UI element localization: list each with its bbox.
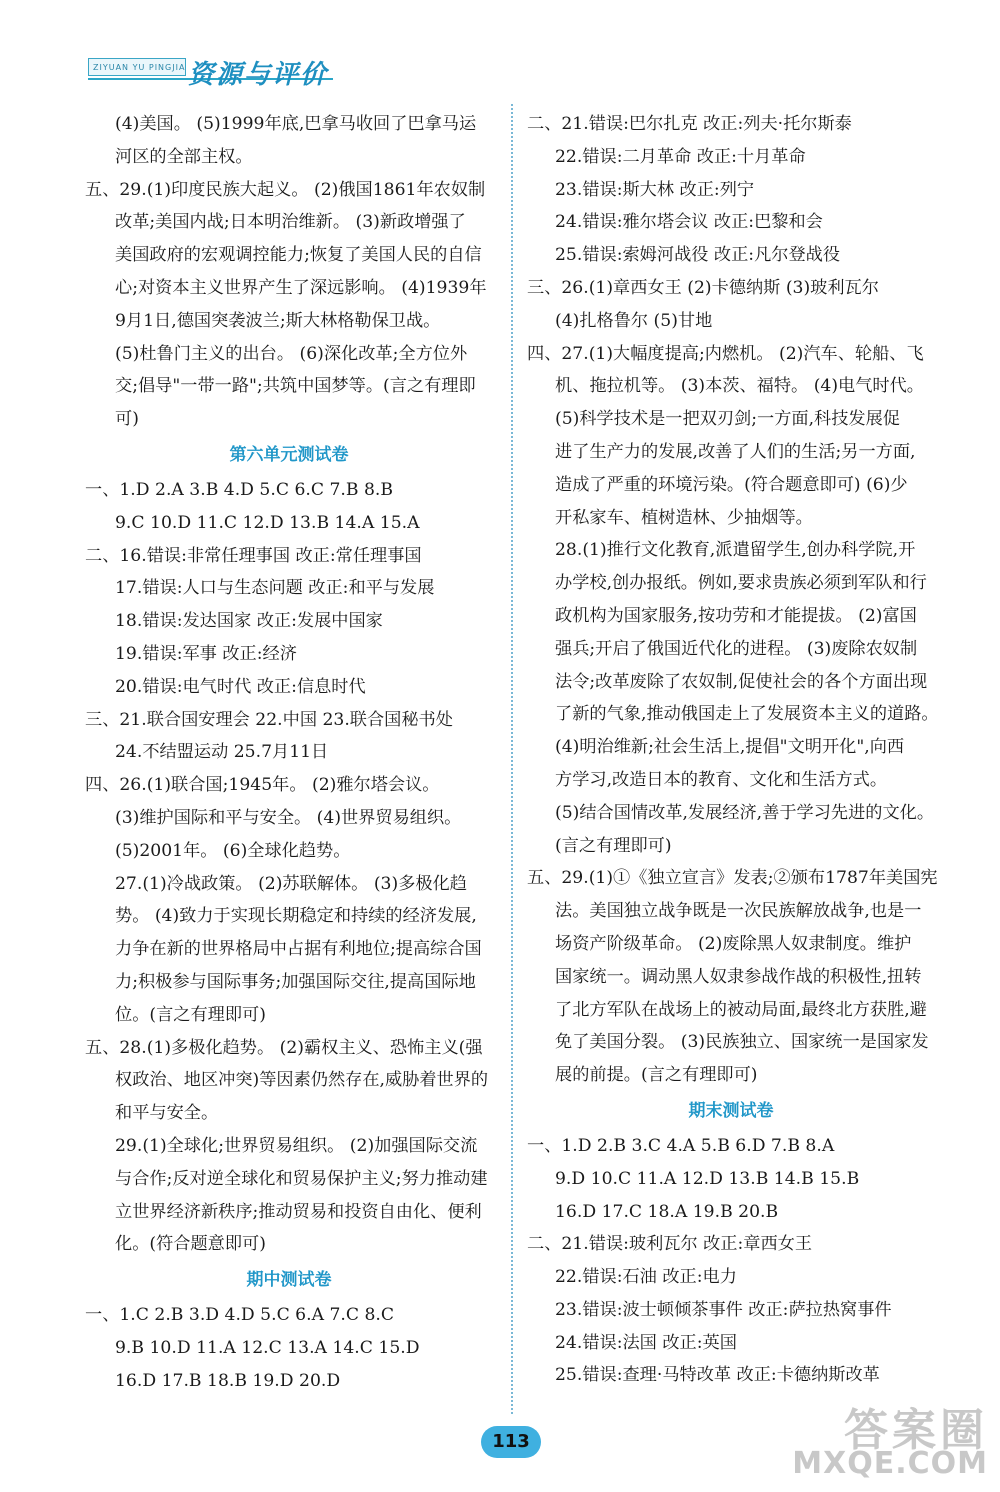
answer-line: 五、29.(1)①《独立宣言》发表;②颁布1787年美国宪 <box>527 868 938 889</box>
answer-line: 化。(符合题意即可) <box>115 1234 266 1255</box>
answer-line: 方学习,改造日本的教育、文化和生活方式。 <box>555 769 888 790</box>
answer-line: 权政治、地区冲突)等因素仍然存在,威胁着世界的 <box>115 1070 489 1091</box>
answer-line: 位。(言之有理即可) <box>115 1004 266 1025</box>
answer-line: 和平与安全。 <box>115 1103 219 1124</box>
answer-line: 进了生产力的发展,改善了人们的生活;另一方面, <box>555 441 916 462</box>
section-heading: 第六单元测试卷 <box>229 444 349 465</box>
answer-line: 办学校,创办报纸。例如,要求贵族必须到军队和行 <box>555 573 927 594</box>
answer-line: 16.D 17.C 18.A 19.B 20.B <box>555 1201 779 1222</box>
answer-line: (4)扎格鲁尔 (5)甘地 <box>555 310 713 331</box>
answer-line: (4)美国。 (5)1999年底,巴拿马收回了巴拿马运 <box>115 114 477 134</box>
answer-line: 二、21.错误:巴尔扎克 改正:列夫·托尔斯泰 <box>527 114 852 134</box>
watermark-logo: 答案圈 <box>844 1405 988 1456</box>
answer-line: 河区的全部主权。 <box>115 146 253 167</box>
answer-line: 27.(1)冷战政策。 (2)苏联解体。 (3)多极化趋 <box>115 873 467 894</box>
answer-line: 三、21.联合国安理会 22.中国 23.联合国秘书处 <box>85 709 453 730</box>
answer-line: 9.B 10.D 11.A 12.C 13.A 14.C 15.D <box>115 1337 420 1358</box>
answer-line: 二、16.错误:非常任理事国 改正:常任理事国 <box>85 545 422 566</box>
answer-line: 五、29.(1)印度民族大起义。 (2)俄国1861年农奴制 <box>85 179 486 200</box>
answer-line: 9月1日,德国突袭波兰;斯大林格勒保卫战。 <box>115 310 441 331</box>
answer-line: 五、28.(1)多极化趋势。 (2)霸权主义、恐怖主义(强 <box>85 1037 483 1058</box>
answer-line: (3)维护国际和平与安全。 (4)世界贸易组织。 <box>115 807 462 828</box>
answer-line: 9.D 10.C 11.A 12.D 13.B 14.B 15.B <box>555 1168 860 1189</box>
answer-line: 二、21.错误:玻利瓦尔 改正:章西女王 <box>527 1234 813 1255</box>
answer-line: 20.错误:电气时代 改正:信息时代 <box>115 676 366 697</box>
answer-line: 24.错误:法国 改正:英国 <box>555 1332 737 1353</box>
answer-line: (5)结合国情改革,发展经济,善于学习先进的文化。 <box>555 802 935 823</box>
answer-line: 25.错误:查理·马特改革 改正:卡德纳斯改革 <box>555 1365 880 1386</box>
answer-line: 法令;改革废除了农奴制,促使社会的各个方面出现 <box>555 671 928 692</box>
answer-line: 势。 (4)致力于实现长期稳定和持续的经济发展, <box>115 906 477 927</box>
answer-line: 17.错误:人口与生态问题 改正:和平与发展 <box>115 578 435 599</box>
answer-line: 四、26.(1)联合国;1945年。 (2)雅尔塔会议。 <box>85 775 440 796</box>
answer-line: 法。美国独立战争既是一次民族解放战争,也是一 <box>555 901 922 922</box>
answer-line: 16.D 17.B 18.B 19.D 20.D <box>115 1370 341 1391</box>
answer-line: 免了美国分裂。 (3)民族独立、国家统一是国家发 <box>555 1032 929 1053</box>
answer-line: 立世界经济新秩序;推动贸易和投资自由化、便利 <box>115 1201 482 1222</box>
answer-line: 三、26.(1)章西女王 (2)卡德纳斯 (3)玻利瓦尔 <box>527 277 879 298</box>
answer-line: 展的前提。(言之有理即可) <box>555 1065 758 1086</box>
answer-line: 心;对资本主义世界产生了深远影响。 (4)1939年 <box>115 277 487 298</box>
answer-line: (5)2001年。 (6)全球化趋势。 <box>115 840 351 861</box>
answer-line: 国家统一。调动黑人奴隶参战作战的积极性,扭转 <box>555 966 922 987</box>
answer-line: 力争在新的世界格局中占据有利地位;提高综合国 <box>115 939 482 960</box>
answer-line: (言之有理即可) <box>555 835 672 856</box>
answer-line: 可) <box>115 409 139 430</box>
answer-line: 场资产阶级革命。 (2)废除黑人奴隶制度。维护 <box>555 933 912 954</box>
page-number: 113 <box>481 1426 541 1458</box>
left-column <box>85 108 493 1397</box>
watermark-url: MXQE.COM <box>792 1446 988 1481</box>
answer-line: 24.不结盟运动 25.7月11日 <box>115 742 329 763</box>
page-header <box>88 56 338 90</box>
answer-line: 18.错误:发达国家 改正:发展中国家 <box>115 611 383 632</box>
section-heading: 期末测试卷 <box>688 1100 774 1121</box>
answer-line: 美国政府的宏观调控能力;恢复了美国人民的自信 <box>115 245 482 266</box>
column-divider <box>511 104 513 1414</box>
answer-line: 与合作;反对逆全球化和贸易保护主义;努力推动建 <box>115 1168 488 1189</box>
answer-line: 四、27.(1)大幅度提高;内燃机。 (2)汽车、轮船、飞 <box>527 343 924 364</box>
watermark <box>758 1394 988 1484</box>
answer-line: 开私家车、植树造林、少抽烟等。 <box>555 507 813 528</box>
answer-line: 一、1.C 2.B 3.D 4.D 5.C 6.A 7.C 8.C <box>85 1305 395 1326</box>
answer-line: (5)科学技术是一把双刃剑;一方面,科技发展促 <box>555 409 900 430</box>
answer-line: 政机构为国家服务,按功劳和才能提拔。 (2)富国 <box>555 605 917 626</box>
answer-line: 22.错误:石油 改正:电力 <box>555 1267 737 1288</box>
answer-line: 交;倡导"一带一路";共筑中国梦等。(言之有理即 <box>115 376 476 397</box>
answer-line: 了新的气象,推动俄国走上了发展资本主义的道路。 <box>555 704 939 725</box>
section-heading: 期中测试卷 <box>246 1270 332 1291</box>
answer-line: 23.错误:波士顿倾茶事件 改正:萨拉热窝事件 <box>555 1299 892 1320</box>
answer-line: 22.错误:二月革命 改正:十月革命 <box>555 146 806 167</box>
header-title: 资源与评价 <box>188 60 329 90</box>
answer-line: 了北方军队在战场上的被动局面,最终北方获胜,避 <box>555 999 927 1020</box>
answer-line: 29.(1)全球化;世界贸易组织。 (2)加强国际交流 <box>115 1135 478 1156</box>
answer-line: 23.错误:斯大林 改正:列宁 <box>555 179 755 200</box>
answer-line: 9.C 10.D 11.C 12.D 13.B 14.A 15.A <box>115 512 420 533</box>
answer-line: 一、1.D 2.B 3.C 4.A 5.B 6.D 7.B 8.A <box>527 1135 835 1156</box>
answer-line: 机、拖拉机等。 (3)本茨、福特。 (4)电气时代。 <box>555 376 924 397</box>
answer-line: (5)杜鲁门主义的出台。 (6)深化改革;全方位外 <box>115 343 468 364</box>
answer-line: (4)明治维新;社会生活上,提倡"文明开化",向西 <box>555 737 905 758</box>
header-pinyin: ZIYUAN YU PINGJIA <box>93 63 186 72</box>
answer-line: 强兵;开启了俄国近代化的进程。 (3)废除农奴制 <box>555 638 918 659</box>
answer-line: 24.错误:雅尔塔会议 改正:巴黎和会 <box>555 212 823 233</box>
answer-line: 造成了严重的环境污染。(符合题意即可) (6)少 <box>555 474 908 495</box>
right-column <box>527 108 939 1392</box>
answer-line: 19.错误:军事 改正:经济 <box>115 643 297 664</box>
answer-line: 28.(1)推行文化教育,派遣留学生,创办科学院,开 <box>555 540 916 561</box>
answer-line: 一、1.D 2.A 3.B 4.D 5.C 6.C 7.B 8.B <box>85 479 393 500</box>
answer-line: 力;积极参与国际事务;加强国际交往,提高国际地 <box>115 971 476 992</box>
answer-line: 25.错误:索姆河战役 改正:凡尔登战役 <box>555 245 841 266</box>
header-pinyin-box <box>88 58 186 76</box>
answer-line: 改革;美国内战;日本明治维新。 (3)新政增强了 <box>115 212 466 233</box>
